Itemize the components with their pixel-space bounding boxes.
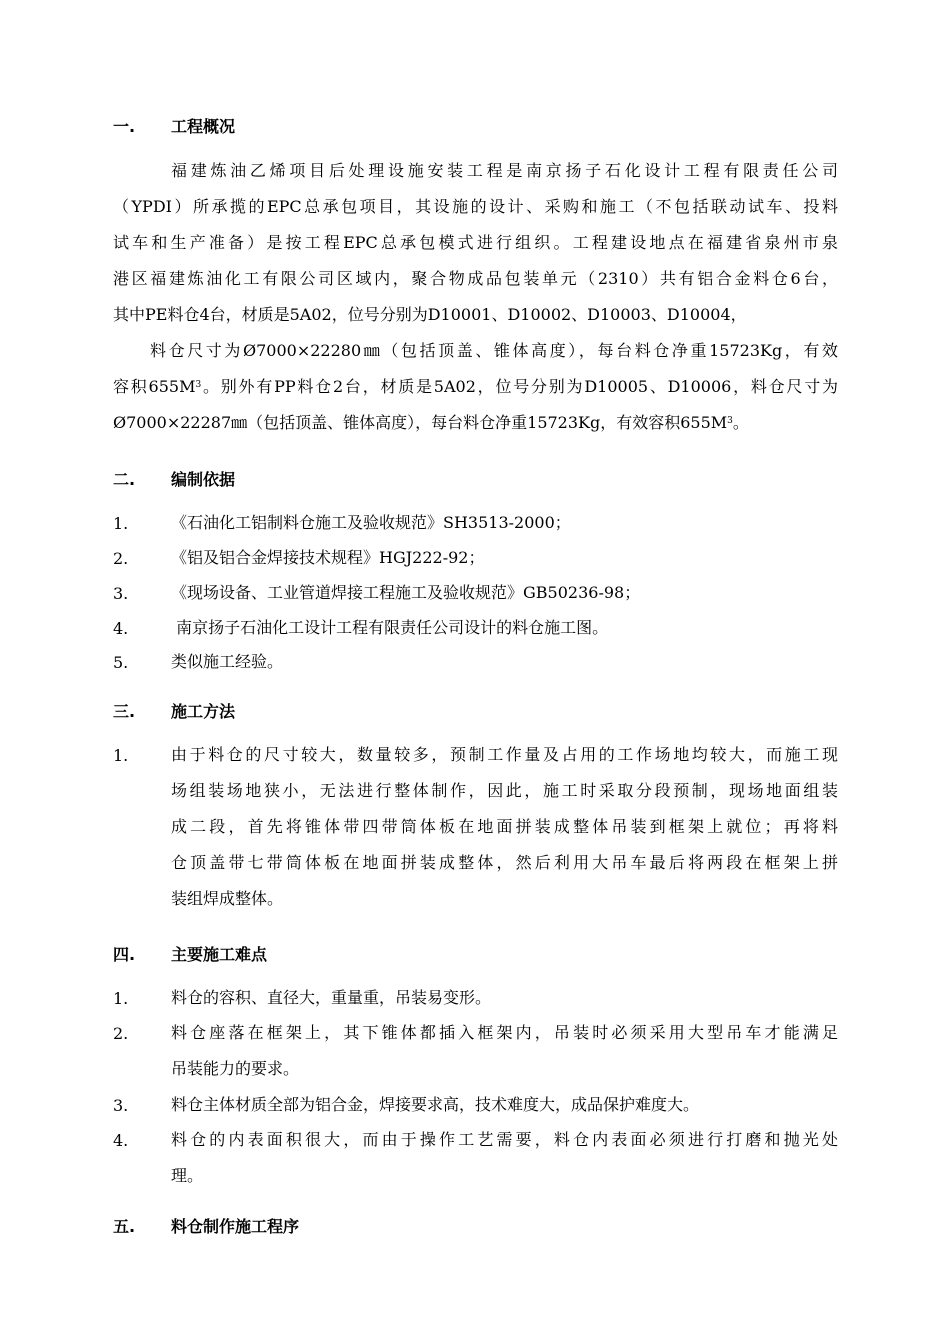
list-text-line: 成二段，首先将锥体带四带筒体板在地面拼装成整体吊装到框架上就位；再将料 <box>171 817 838 836</box>
list-text: 《现场设备、工业管道焊接工程施工及验收规范》GB50236-98； <box>171 583 641 602</box>
paragraph-line: 试车和生产准备）是按工程EPC总承包模式进行组织。工程建设地点在福建省泉州市泉 <box>113 233 838 252</box>
list-number: 3. <box>113 1096 129 1115</box>
list-number: 2. <box>113 549 129 568</box>
section-title: 主要施工难点 <box>171 945 268 964</box>
list-number: 1. <box>113 989 129 1008</box>
list-text-line: 料仓主体材质全部为铝合金，焊接要求高，技术难度大，成品保护难度大。 <box>171 1095 700 1114</box>
paragraph-line: 港区福建炼油化工有限公司区域内，聚合物成品包装单元（2310）共有铝合金料仓6台， <box>113 269 838 288</box>
section-number: 二. <box>113 470 136 489</box>
section-title: 料仓制作施工程序 <box>171 1217 300 1236</box>
list-text <box>171 980 838 1016</box>
list-text-line: 由于料仓的尺寸较大，数量较多，预制工作量及占用的工作场地均较大，而施工现 <box>171 745 838 764</box>
list-text <box>171 1015 838 1087</box>
section-title: 工程概况 <box>171 117 236 136</box>
section-heading-5 <box>113 1214 299 1237</box>
paragraph-line: 福建炼油乙烯项目后处理设施安装工程是南京扬子石化设计工程有限责任公司 <box>171 161 838 180</box>
section-heading-3 <box>113 699 235 722</box>
list-text-line: 理。 <box>171 1166 204 1185</box>
list-text: 《铝及铝合金焊接技术规程》HGJ222-92； <box>171 548 485 567</box>
section-title: 施工方法 <box>171 702 236 721</box>
list-number: 4. <box>113 1131 129 1150</box>
list-text-line: 料仓的内表面积很大，而由于操作工艺需要，料仓内表面必须进行打磨和抛光处 <box>171 1130 838 1149</box>
section-number: 三. <box>113 702 136 721</box>
section-title: 编制依据 <box>171 470 236 489</box>
section-heading-2 <box>113 467 235 490</box>
paragraph-line: Ø7000×22287㎜（包括顶盖、锥体高度），每台料仓净重15723Kg，有效容积$655M^3$。 <box>113 413 749 432</box>
paragraph-line: 容积$655M^3$。别外有PP料仓2台，材质是5A02，位号分别为D10005、D10006，料仓尺寸为 <box>113 377 838 396</box>
section-number: 四. <box>113 945 136 964</box>
list-number: 3. <box>113 584 129 603</box>
paragraph-line: 料仓尺寸为Ø7000×22280㎜（包括顶盖、锥体高度），每台料仓净重15723Kg，有效 <box>150 341 838 360</box>
list-text-line: 装组焊成整体。 <box>171 889 284 908</box>
list-text: 南京扬子石油化工设计工程有限责任公司设计的料仓施工图。 <box>171 618 609 637</box>
list-number: 1. <box>113 746 129 765</box>
list-text-line: 吊装能力的要求。 <box>171 1059 300 1078</box>
list-text-line: 仓顶盖带七带筒体板在地面拼装成整体，然后利用大吊车最后将两段在框架上拼 <box>171 853 838 872</box>
paragraph-line: （YPDI）所承揽的EPC总承包项目，其设施的设计、采购和施工（不包括联动试车、投料 <box>113 197 838 216</box>
superscript-cubic: 3 <box>727 416 733 426</box>
overview-paragraph <box>113 153 838 441</box>
section-number: 一. <box>113 117 136 136</box>
list-text-line: 场组装场地狭小，无法进行整体制作，因此，施工时采取分段预制，现场地面组装 <box>171 781 838 800</box>
list-text <box>171 737 838 917</box>
list-text-line: 料仓的容积、直径大，重量重，吊装易变形。 <box>171 988 492 1007</box>
list-number: 1. <box>113 514 129 533</box>
paragraph-line: 其中PE料仓4台，材质是5A02，位号分别为D10001、D10002、D10003、D10004， <box>113 305 747 324</box>
section-heading-4 <box>113 942 267 965</box>
superscript-cubic: 3 <box>195 380 202 390</box>
list-text <box>171 1122 838 1194</box>
list-number: 5. <box>113 653 129 672</box>
list-text: 《石油化工铝制料仓施工及验收规范》SH3513-2000； <box>171 513 571 532</box>
list-number: 2. <box>113 1024 129 1043</box>
list-number: 4. <box>113 619 129 638</box>
section-number: 五. <box>113 1217 136 1236</box>
section-heading-1 <box>113 114 235 137</box>
list-text-line: 料仓座落在框架上，其下锥体都插入框架内，吊装时必须采用大型吊车才能满足 <box>171 1023 838 1042</box>
list-text: 类似施工经验。 <box>171 652 284 671</box>
list-text <box>171 1087 838 1123</box>
